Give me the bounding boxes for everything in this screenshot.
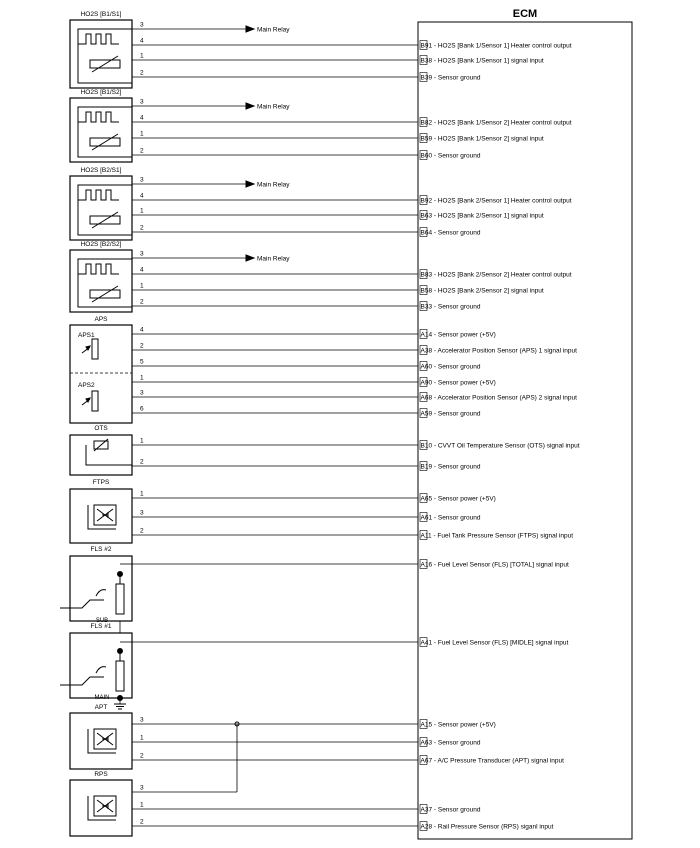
ecm-pin-a16 [420,560,569,569]
ecm-pin-label: B33 - Sensor ground [420,303,481,311]
ecm-pin-label: A41 - Fuel Level Sensor (FLS) [MIDLE] signal input [420,639,569,647]
ecm-title: ECM [512,8,538,20]
pin-number: 4 [140,114,144,122]
ecm-signal-text: - Accelerator Position Sensor (APS) 1 signal input [432,347,577,355]
ecm-pin-a65 [420,494,496,503]
ecm-pin-label: A38 - Accelerator Position Sensor (APS) 1 signal input [420,347,577,355]
rps-box [70,780,132,836]
fls1-label: FLS #1 [90,623,112,630]
pin-number: 2 [140,458,144,466]
ftps-box [70,489,132,543]
ftps-label: FTPS [92,479,110,486]
ecm-pin-b83 [420,270,572,279]
ecm-signal-text: - A/C Pressure Transducer (APT) signal input [432,757,564,765]
pin-number: 3 [140,716,144,724]
ecm-pin-a15 [420,720,496,729]
rps-label: RPS [94,771,108,778]
ecm-signal-text: - Fuel Level Sensor (FLS) [TOTAL] signal input [432,561,569,569]
ecm-signal-text: - Sensor power (+5V) [432,331,496,339]
ecm-pin-b64 [420,228,481,237]
ecm-signal-text: - HO2S [Bank 2/Sensor 2] Heater control output [432,271,572,279]
pin-number: 1 [140,437,144,445]
ecm-pin-label: B63 - HO2S [Bank 2/Sensor 1] signal input [420,212,544,220]
ecm-pin-a38 [420,346,577,355]
ecm-signal-text: - HO2S [Bank 2/Sensor 1] Heater control output [432,197,572,205]
fls1-box [70,633,132,698]
apt-box [70,713,132,769]
ecm-pin-label: A68 - Accelerator Position Sensor (APS) 2 signal input [420,394,577,402]
ecm-pin-a68 [420,393,577,402]
main-relay-label: Main Relay [257,103,290,111]
ecm-pin-label: A60 - Sensor ground [420,363,481,371]
ecm-signal-text: - Fuel Level Sensor (FLS) [MIDLE] signal input [432,639,569,647]
pin-number: 1 [140,490,144,498]
ecm-pin-a59 [420,409,481,418]
ho2s-b1s1-box [70,20,132,88]
ecm-pin-label: B10 - CVVT Oil Temperature Sensor (OTS) signal input [420,442,580,450]
ecm-pin-a61 [420,513,481,522]
ecm-signal-text: - Sensor power (+5V) [432,495,496,503]
ecm-pin-label: A28 - Rail Pressure Sensor (RPS) siganl input [420,823,554,831]
ecm-pin-a41 [420,638,568,647]
pin-number: 5 [140,358,144,366]
ho2s-b2s1-label: HO2S [B2/S1] [80,167,122,174]
pin-number: 3 [140,509,144,517]
pin-number: 4 [140,266,144,274]
ecm-signal-text: - HO2S [Bank 2/Sensor 1] signal input [432,212,544,220]
pin-number: 1 [140,734,144,742]
ecm-signal-text: - Accelerator Position Sensor (APS) 2 signal input [432,394,577,402]
ecm-pin-a28 [420,822,554,831]
ecm-pin-b10 [420,441,580,450]
ecm-signal-text: - Sensor ground [432,806,481,814]
ecm-signal-text: - Sensor power (+5V) [432,379,496,387]
ecm-pin-label: B39 - Sensor ground [420,74,481,82]
ecm-signal-text: - Sensor ground [432,739,481,747]
pin-number: 3 [140,389,144,397]
ecm-pin-label: B19 - Sensor ground [420,463,481,471]
pin-number: 2 [140,298,144,306]
junction-dot-icon [118,696,123,701]
ecm-pin-label: B64 - Sensor ground [420,229,481,237]
ecm-pin-label: A37 - Sensor ground [420,806,481,814]
ecm-pin-b92 [420,196,572,205]
junction-dot-icon [118,649,123,654]
ecm-signal-text: - Sensor ground [432,514,481,522]
ecm-box [418,22,632,839]
pin-number: 2 [140,527,144,535]
ecm-pin-label: B82 - HO2S [Bank 1/Sensor 2] Heater control output [420,119,572,127]
ecm-pin-b33 [420,302,481,311]
ecm-signal-text: - CVVT Oil Temperature Sensor (OTS) signal input [432,442,580,450]
ecm-pin-label: A59 - Sensor ground [420,410,481,418]
ecm-pin-b19 [420,462,481,471]
main-relay-label: Main Relay [257,26,290,34]
ecm-pin-label: B38 - HO2S [Bank 1/Sensor 1] signal input [420,57,544,65]
pin-number: 3 [140,250,144,258]
fls-tag: MAIN [94,695,110,701]
ho2s-b2s2-label: HO2S [B2/S2] [80,241,122,248]
aps-label: APS [94,316,108,323]
ecm-pin-label: A15 - Sensor power (+5V) [420,721,496,729]
ecm-pin-b60 [420,151,481,160]
ho2s-b1s2-label: HO2S [B1/S2] [80,89,122,96]
ecm-pin-b82 [420,118,572,127]
ecm-pin-label: A90 - Sensor power (+5V) [420,379,496,387]
aps1-label: APS1 [78,332,95,339]
ecm-pin-a63 [420,738,481,747]
ecm-pin-b63 [420,211,544,220]
aps-box [70,325,132,423]
ecm-signal-text: - HO2S [Bank 1/Sensor 1] signal input [432,57,544,65]
pin-number: 1 [140,801,144,809]
pin-number: 6 [140,405,144,413]
ecm-signal-text: - HO2S [Bank 2/Sensor 2] signal input [432,287,544,295]
ecm-pin-label: A63 - Sensor ground [420,739,481,747]
ecm-pin-label: B60 - Sensor ground [420,152,481,160]
pin-number: 1 [140,52,144,60]
pin-number: 2 [140,342,144,350]
ecm-pin-label: B59 - HO2S [Bank 1/Sensor 2] signal input [420,135,544,143]
pin-number: 2 [140,224,144,232]
junction-dot-icon [118,572,123,577]
ho2s-b1s2-box [70,98,132,162]
ecm-pin-b58 [420,286,544,295]
ecm-signal-text: - Fuel Tank Pressure Sensor (FTPS) signal input [431,532,574,540]
ecm-signal-text: - Sensor ground [432,363,481,371]
pin-number: 2 [140,69,144,77]
ecm-pin-b91 [420,41,572,50]
ecm-pin-a11 [420,531,573,540]
fls-tag: SUB [95,618,109,624]
pin-number: 3 [140,98,144,106]
pin-number: 4 [140,326,144,334]
pin-number: 4 [140,192,144,200]
pin-number: 2 [140,818,144,826]
aps2-label: APS2 [78,382,95,389]
pin-number: 1 [140,130,144,138]
fls2-label: FLS #2 [90,546,112,553]
pin-number: 4 [140,37,144,45]
ecm-pin-a37 [420,805,481,814]
pin-number: 2 [140,147,144,155]
ecm-pin-label: A11 - Fuel Tank Pressure Sensor (FTPS) signal input [420,532,574,540]
apt-label: APT [94,704,108,711]
pin-number: 2 [140,752,144,760]
main-relay-label: Main Relay [257,181,290,189]
ecm-signal-text: - HO2S [Bank 1/Sensor 1] Heater control output [432,42,572,50]
pin-number: 1 [140,207,144,215]
ecm-signal-text: - Sensor ground [432,74,481,82]
ground-icon [114,704,126,709]
ecm-pin-label: A67 - A/C Pressure Transducer (APT) signal input [420,757,564,765]
pin-number: 1 [140,282,144,290]
ho2s-b2s1-box [70,176,132,240]
ecm-pin-a14 [420,330,496,339]
pin-number: 3 [140,784,144,792]
ecm-signal-text: - Sensor ground [432,229,481,237]
ecm-pin-a67 [420,756,564,765]
ecm-pin-a90 [420,378,496,387]
ecm-signal-text: - Sensor ground [432,463,481,471]
ecm-signal-text: - Sensor ground [432,152,481,160]
ecm-pin-a60 [420,362,481,371]
ecm-module [418,8,632,839]
ecm-signal-text: - Sensor ground [432,303,481,311]
arrow-icon [246,255,254,261]
ecm-signal-text: - Rail Pressure Sensor (RPS) siganl input [432,823,554,831]
ecm-signal-text: - Sensor ground [432,410,481,418]
arrow-icon [246,26,254,32]
ecm-pin-label: B91 - HO2S [Bank 1/Sensor 1] Heater control output [420,42,572,50]
ecm-pin-label: A61 - Sensor ground [420,514,481,522]
pin-number: 1 [140,374,144,382]
ecm-pin-label: B83 - HO2S [Bank 2/Sensor 2] Heater control output [420,271,572,279]
ecm-signal-text: - HO2S [Bank 1/Sensor 2] Heater control output [432,119,572,127]
ots-label: OTS [94,425,108,432]
ecm-signal-text: - HO2S [Bank 1/Sensor 2] signal input [432,135,544,143]
ecm-pin-label: A14 - Sensor power (+5V) [420,331,496,339]
ecm-pin-label: A16 - Fuel Level Sensor (FLS) [TOTAL] signal input [420,561,569,569]
main-relay-label: Main Relay [257,255,290,263]
pin-number: 3 [140,21,144,29]
ho2s-b1s1-label: HO2S [B1/S1] [80,11,122,18]
ecm-pin-label: B92 - HO2S [Bank 2/Sensor 1] Heater control output [420,197,572,205]
fls2-box [70,556,132,621]
ecm-pin-b39 [420,73,481,82]
arrow-icon [246,181,254,187]
arrow-icon [246,103,254,109]
pin-number: 3 [140,176,144,184]
ecm-pin-label: B58 - HO2S [Bank 2/Sensor 2] signal input [420,287,544,295]
sensor-layer [60,11,144,836]
ecm-pin-b59 [420,134,544,143]
ecm-pin-label: A65 - Sensor power (+5V) [420,495,496,503]
ecm-signal-text: - Sensor power (+5V) [432,721,496,729]
ecm-pin-b38 [420,56,544,65]
